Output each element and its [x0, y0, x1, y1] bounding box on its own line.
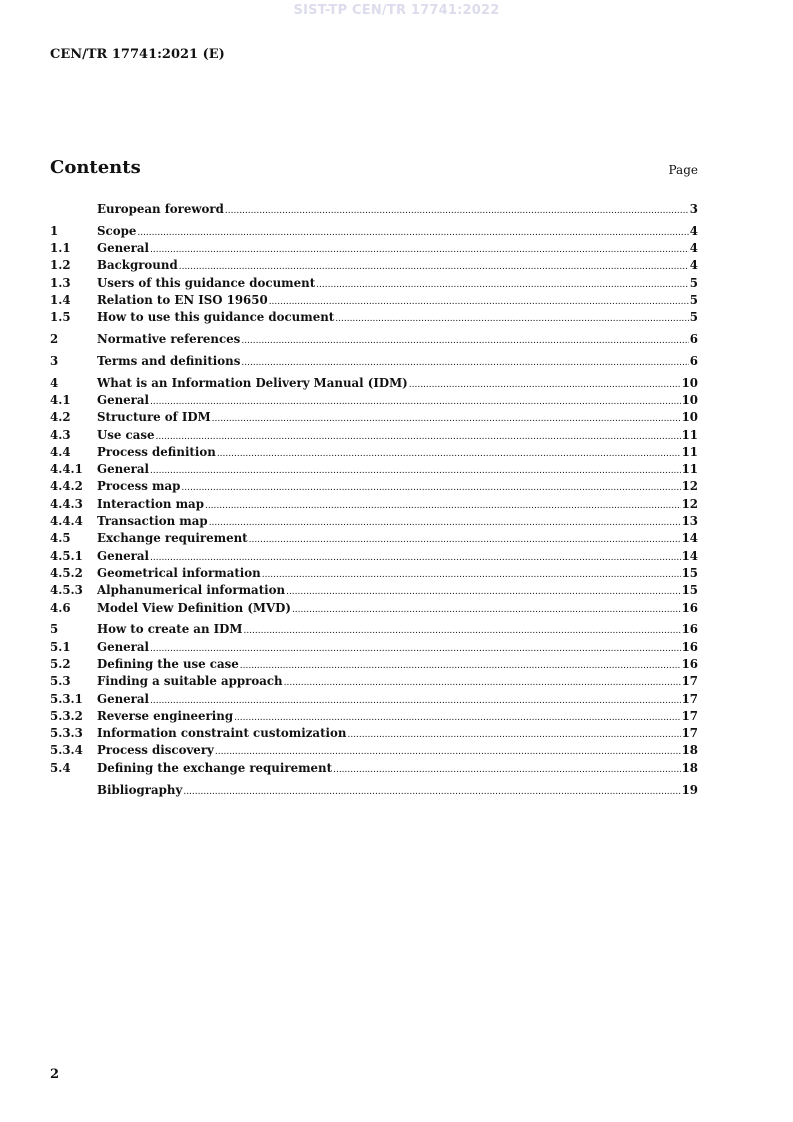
toc-dot-leader [150, 245, 689, 255]
toc-entry-title[interactable]: Finding a suitable approach [97, 674, 283, 689]
toc-entry-number: 4.2 [50, 410, 71, 425]
toc-entry[interactable] [50, 583, 698, 600]
toc-entry[interactable] [50, 657, 698, 674]
toc-dot-leader [241, 336, 688, 346]
toc-dot-leader [156, 432, 681, 442]
toc-entry[interactable] [50, 293, 698, 310]
watermark-text: SIST-TP CEN/TR 17741:2022 [293, 3, 500, 18]
toc-dot-leader [181, 483, 680, 493]
toc-entry-page[interactable]: 11 [681, 427, 698, 442]
toc-entry[interactable] [50, 692, 698, 709]
toc-entry-title[interactable]: How to create an IDM [97, 622, 243, 637]
toc-entry-number: 5.3.3 [50, 726, 83, 741]
toc-dot-leader [316, 280, 689, 290]
toc-entry-page[interactable]: 17 [681, 674, 698, 689]
toc-entry[interactable] [50, 276, 698, 293]
toc-entry-page[interactable]: 5 [689, 292, 698, 307]
toc-dot-leader [234, 713, 681, 723]
toc-entry[interactable] [50, 428, 698, 445]
toc-entry-title[interactable]: How to use this guidance document [97, 310, 335, 325]
toc-dot-leader [150, 696, 681, 706]
toc-dot-leader [249, 535, 681, 545]
toc-entry-number: 4.4.3 [50, 496, 83, 511]
toc-entry-number: 1 [50, 223, 59, 238]
toc-entry-page[interactable]: 11 [681, 444, 698, 459]
toc-dot-leader [333, 765, 680, 775]
toc-entry-number: 5.3 [50, 674, 71, 689]
toc-entry-page[interactable]: 18 [681, 743, 698, 758]
toc-entry-number: 5.4 [50, 760, 71, 775]
toc-entry[interactable] [50, 514, 698, 531]
toc-entry-page[interactable]: 13 [681, 514, 698, 529]
toc-entry-page[interactable]: 12 [681, 479, 698, 494]
toc-entry[interactable] [50, 258, 698, 275]
toc-entry-number: 4 [50, 375, 59, 390]
toc-entry-title[interactable]: Process map [97, 479, 181, 494]
toc-entry[interactable] [50, 709, 698, 726]
table-of-contents [50, 202, 698, 800]
toc-entry-page[interactable]: 19 [681, 782, 698, 797]
toc-entry[interactable] [50, 241, 698, 258]
toc-entry-page[interactable]: 4 [689, 223, 698, 238]
toc-entry-title[interactable]: Alphanumerical information [97, 583, 286, 598]
toc-entry-page[interactable]: 4 [689, 258, 698, 273]
toc-entry[interactable] [50, 445, 698, 462]
footer-page-number: 2 [50, 1067, 60, 1082]
toc-entry[interactable] [50, 354, 698, 371]
toc-entry-number: 4.4.4 [50, 514, 83, 529]
toc-entry-number: 1.5 [50, 310, 71, 325]
toc-dot-leader [183, 787, 680, 797]
toc-dot-leader [150, 397, 681, 407]
toc-entry-title[interactable]: Relation to EN ISO 19650 [97, 292, 268, 307]
toc-dot-leader [217, 449, 681, 459]
toc-entry[interactable] [50, 410, 698, 427]
toc-entry-title[interactable]: Model View Definition (MVD) [97, 600, 291, 615]
toc-dot-leader [292, 605, 681, 615]
toc-entry-page[interactable]: 16 [681, 656, 698, 671]
toc-entry-page[interactable]: 4 [689, 241, 698, 256]
toc-entry-number: 1.2 [50, 258, 71, 273]
toc-entry-title[interactable]: Normative references [97, 332, 241, 347]
toc-entry-number: 5.3.4 [50, 743, 83, 758]
toc-dot-leader [150, 553, 681, 563]
toc-entry[interactable] [50, 640, 698, 657]
toc-entry-title[interactable]: Process discovery [97, 743, 214, 758]
toc-entry-title[interactable]: Use case [97, 427, 155, 442]
toc-entry-title[interactable]: Scope [97, 223, 137, 238]
toc-entry-title[interactable]: Background [97, 258, 178, 273]
toc-entry[interactable] [50, 743, 698, 760]
toc-entry[interactable] [50, 332, 698, 349]
toc-entry-page[interactable]: 14 [681, 531, 698, 546]
toc-dot-leader [241, 358, 688, 368]
toc-entry-title[interactable]: Defining the use case [97, 656, 239, 671]
toc-entry[interactable] [50, 462, 698, 479]
toc-dot-leader [347, 730, 680, 740]
toc-dot-leader [209, 518, 681, 528]
toc-dot-leader [409, 380, 681, 390]
toc-entry-number: 4.5.2 [50, 565, 83, 580]
toc-entry-title[interactable]: Reverse engineering [97, 708, 234, 723]
toc-entry[interactable] [50, 224, 698, 241]
toc-dot-leader [150, 644, 681, 654]
toc-entry-title[interactable]: General [97, 462, 150, 477]
toc-entry-number: 5.2 [50, 656, 71, 671]
toc-dot-leader [179, 262, 689, 272]
toc-dot-leader [240, 661, 681, 671]
toc-dot-leader [243, 626, 680, 636]
toc-entry-title[interactable]: General [97, 639, 150, 654]
toc-entry-page[interactable]: 17 [681, 726, 698, 741]
toc-entry-number: 4.4.1 [50, 462, 83, 477]
toc-entry-page[interactable]: 5 [689, 275, 698, 290]
toc-dot-leader [212, 414, 681, 424]
toc-entry-page[interactable]: 16 [681, 600, 698, 615]
toc-dot-leader [269, 297, 689, 307]
toc-entry-page[interactable]: 16 [681, 639, 698, 654]
toc-entry-page[interactable]: 16 [681, 622, 698, 637]
toc-entry[interactable] [50, 202, 698, 219]
toc-entry-number: 5 [50, 622, 59, 637]
toc-entry-title[interactable]: Information constraint customization [97, 726, 347, 741]
toc-dot-leader [205, 501, 681, 511]
toc-entry-page[interactable]: 6 [689, 353, 698, 368]
toc-entry[interactable] [50, 310, 698, 327]
toc-entry[interactable] [50, 622, 698, 639]
toc-entry[interactable] [50, 674, 698, 691]
toc-entry-page[interactable]: 6 [689, 332, 698, 347]
toc-dot-leader [137, 228, 688, 238]
toc-entry-page[interactable]: 17 [681, 708, 698, 723]
toc-entry-title[interactable]: General [97, 241, 150, 256]
toc-entry-number: 3 [50, 353, 59, 368]
toc-entry-number: 4.4 [50, 444, 71, 459]
toc-entry-page[interactable]: 17 [681, 691, 698, 706]
toc-entry-title[interactable]: General [97, 548, 150, 563]
toc-dot-leader [150, 466, 681, 476]
toc-entry-page[interactable]: 15 [681, 583, 698, 598]
toc-entry[interactable] [50, 783, 698, 800]
toc-entry[interactable] [50, 549, 698, 566]
toc-entry-page[interactable]: 10 [681, 392, 698, 407]
toc-entry-title[interactable]: Transaction map [97, 514, 208, 529]
toc-entry-number: 1.3 [50, 275, 71, 290]
toc-entry-page[interactable]: 11 [681, 462, 698, 477]
toc-entry[interactable] [50, 601, 698, 618]
toc-entry-title[interactable]: European foreword [97, 202, 224, 216]
toc-entry[interactable] [50, 393, 698, 410]
toc-entry-number: 5.3.1 [50, 691, 83, 706]
toc-entry[interactable] [50, 726, 698, 743]
toc-entry-title[interactable]: Process definition [97, 444, 216, 459]
page-title: Contents [50, 157, 141, 178]
toc-entry-number: 4.6 [50, 600, 71, 615]
toc-entry-title[interactable]: Bibliography [97, 782, 183, 797]
toc-entry-title[interactable]: General [97, 691, 150, 706]
toc-entry-title[interactable]: What is an Information Delivery Manual (IDM) [97, 375, 408, 390]
toc-entry-title[interactable]: Structure of IDM [97, 410, 211, 425]
toc-entry-number: 5.3.2 [50, 708, 83, 723]
toc-entry-title[interactable]: General [97, 392, 150, 407]
toc-entry-title[interactable]: Users of this guidance document [97, 275, 316, 290]
toc-entry-number: 5.1 [50, 639, 71, 654]
toc-entry-title[interactable]: Defining the exchange requirement [97, 760, 333, 775]
toc-entry-page[interactable]: 15 [681, 565, 698, 580]
toc-entry-title[interactable]: Geometrical information [97, 565, 261, 580]
page-column-label: Page [668, 163, 698, 177]
toc-entry-page[interactable]: 10 [681, 375, 698, 390]
toc-entry-number: 1.4 [50, 292, 71, 307]
toc-entry-page[interactable]: 10 [681, 410, 698, 425]
toc-entry-title[interactable]: Interaction map [97, 496, 204, 511]
toc-entry-title[interactable]: Exchange requirement [97, 531, 248, 546]
toc-entry-page[interactable]: 18 [681, 760, 698, 775]
toc-entry[interactable] [50, 761, 698, 778]
toc-entry[interactable] [50, 566, 698, 583]
toc-dot-leader [262, 570, 681, 580]
toc-entry-number: 4.5.3 [50, 583, 83, 598]
toc-entry[interactable] [50, 376, 698, 393]
document-id: CEN/TR 17741:2021 (E) [50, 47, 225, 62]
toc-dot-leader [215, 747, 681, 757]
toc-entry-page[interactable]: 5 [689, 310, 698, 325]
toc-dot-leader [225, 206, 689, 216]
toc-entry-page[interactable]: 3 [689, 202, 698, 216]
toc-entry[interactable] [50, 497, 698, 514]
toc-entry-number: 4.1 [50, 392, 71, 407]
toc-entry-page[interactable]: 12 [681, 496, 698, 511]
toc-dot-leader [335, 314, 689, 324]
toc-entry-title[interactable]: Terms and definitions [97, 353, 241, 368]
toc-entry[interactable] [50, 479, 698, 496]
toc-entry-number: 4.5 [50, 531, 71, 546]
toc-entry-number: 4.5.1 [50, 548, 83, 563]
toc-entry-number: 4.3 [50, 427, 71, 442]
toc-entry-number: 1.1 [50, 241, 71, 256]
toc-dot-leader [286, 587, 681, 597]
toc-entry-number: 4.4.2 [50, 479, 83, 494]
toc-dot-leader [284, 678, 681, 688]
toc-entry[interactable] [50, 531, 698, 548]
toc-entry-number: 2 [50, 332, 59, 347]
toc-entry-page[interactable]: 14 [681, 548, 698, 563]
